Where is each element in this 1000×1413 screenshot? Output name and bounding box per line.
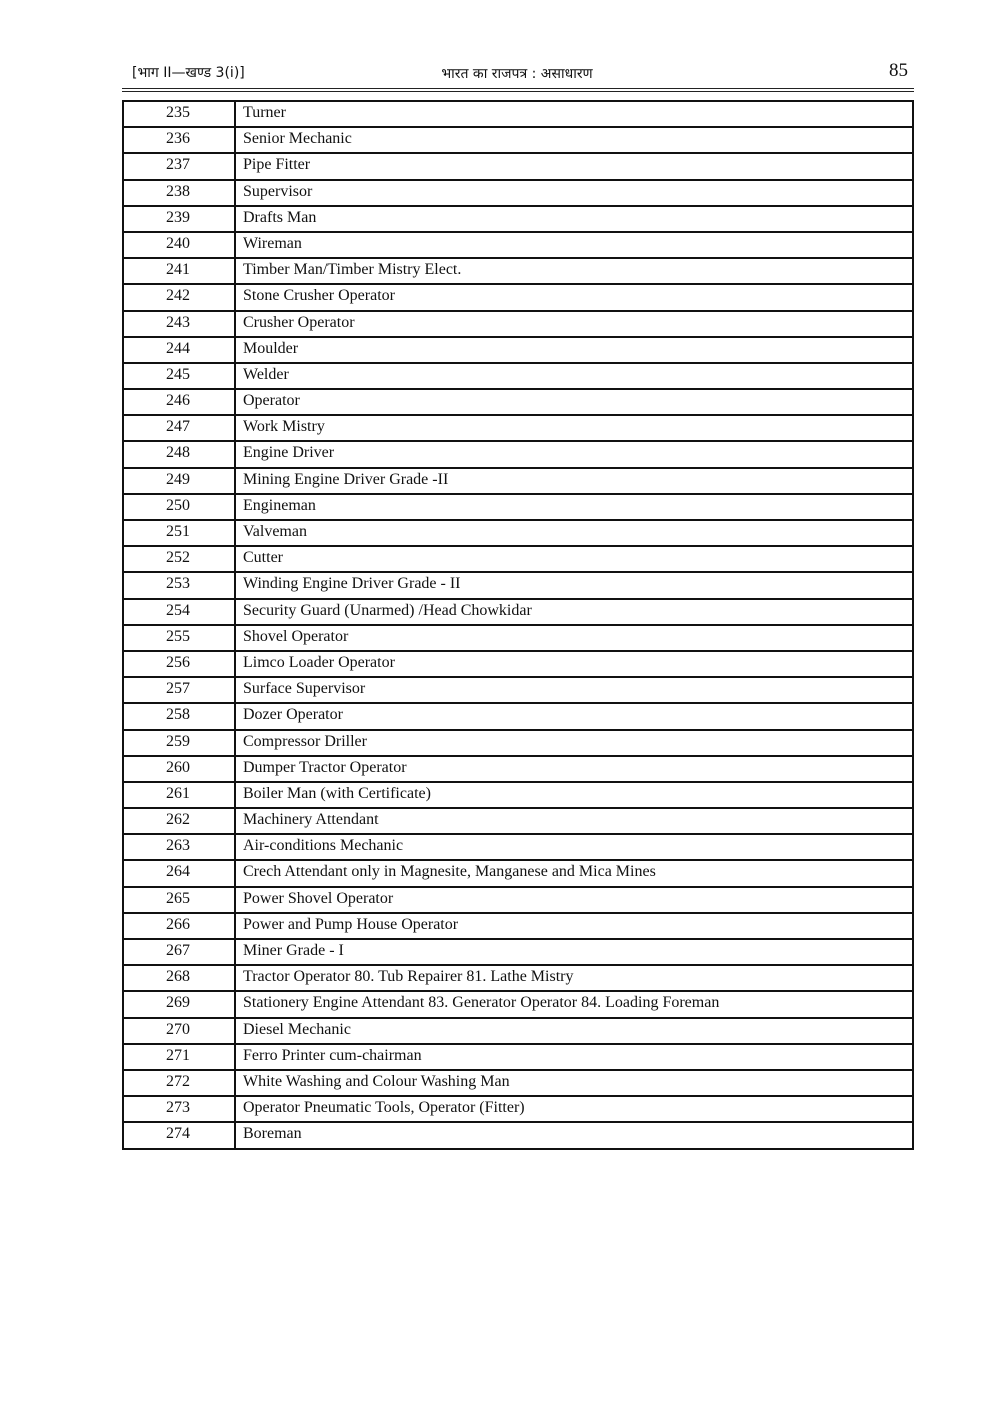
table-row (123, 284, 913, 310)
occupation-cell: Compressor Driller (235, 730, 913, 756)
table-row (123, 337, 913, 363)
serial-number-cell: 246 (123, 389, 235, 415)
serial-number-cell: 271 (123, 1044, 235, 1070)
occupation-cell: Mining Engine Driver Grade -II (235, 468, 913, 494)
serial-number-cell: 274 (123, 1122, 235, 1148)
occupation-cell: Pipe Fitter (235, 153, 913, 179)
page-header (122, 60, 912, 88)
serial-number-cell: 256 (123, 651, 235, 677)
table-row (123, 730, 913, 756)
table-row (123, 1096, 913, 1122)
occupation-cell: White Washing and Colour Washing Man (235, 1070, 913, 1096)
occupation-cell: Winding Engine Driver Grade - II (235, 572, 913, 598)
serial-number-cell: 236 (123, 127, 235, 153)
occupation-table (122, 100, 914, 1150)
serial-number-cell: 255 (123, 625, 235, 651)
serial-number-cell: 272 (123, 1070, 235, 1096)
occupation-cell: Cutter (235, 546, 913, 572)
table-row (123, 1070, 913, 1096)
table-row (123, 572, 913, 598)
serial-number-cell: 251 (123, 520, 235, 546)
table-row (123, 991, 913, 1017)
serial-number-cell: 248 (123, 441, 235, 467)
serial-number-cell: 237 (123, 153, 235, 179)
serial-number-cell: 268 (123, 965, 235, 991)
serial-number-cell: 244 (123, 337, 235, 363)
serial-number-cell: 260 (123, 756, 235, 782)
occupation-cell: Ferro Printer cum-chairman (235, 1044, 913, 1070)
serial-number-cell: 258 (123, 703, 235, 729)
serial-number-cell: 252 (123, 546, 235, 572)
occupation-cell: Security Guard (Unarmed) /Head Chowkidar (235, 599, 913, 625)
occupation-cell: Surface Supervisor (235, 677, 913, 703)
serial-number-cell: 261 (123, 782, 235, 808)
occupation-cell: Stationery Engine Attendant 83. Generator Operator 84. Loading Foreman (235, 991, 913, 1017)
occupation-cell: Operator (235, 389, 913, 415)
serial-number-cell: 257 (123, 677, 235, 703)
table-row (123, 913, 913, 939)
table-row (123, 965, 913, 991)
serial-number-cell: 266 (123, 913, 235, 939)
serial-number-cell: 273 (123, 1096, 235, 1122)
occupation-cell: Power Shovel Operator (235, 887, 913, 913)
table-row (123, 101, 913, 127)
table-row (123, 703, 913, 729)
serial-number-cell: 254 (123, 599, 235, 625)
occupation-cell: Valveman (235, 520, 913, 546)
occupation-cell: Turner (235, 101, 913, 127)
serial-number-cell: 263 (123, 834, 235, 860)
occupation-cell: Drafts Man (235, 206, 913, 232)
header-rule-bottom (122, 91, 914, 92)
table-row (123, 599, 913, 625)
occupation-table-body (123, 101, 913, 1149)
occupation-cell: Moulder (235, 337, 913, 363)
serial-number-cell: 249 (123, 468, 235, 494)
table-row (123, 546, 913, 572)
serial-number-cell: 241 (123, 258, 235, 284)
occupation-cell: Diesel Mechanic (235, 1018, 913, 1044)
serial-number-cell: 240 (123, 232, 235, 258)
table-row (123, 127, 913, 153)
table-row (123, 232, 913, 258)
table-row (123, 1044, 913, 1070)
table-row (123, 363, 913, 389)
occupation-cell: Operator Pneumatic Tools, Operator (Fitter) (235, 1096, 913, 1122)
table-row (123, 1018, 913, 1044)
occupation-cell: Machinery Attendant (235, 808, 913, 834)
serial-number-cell: 242 (123, 284, 235, 310)
occupation-cell: Power and Pump House Operator (235, 913, 913, 939)
table-row (123, 153, 913, 179)
table-row (123, 677, 913, 703)
occupation-cell: Work Mistry (235, 415, 913, 441)
occupation-cell: Timber Man/Timber Mistry Elect. (235, 258, 913, 284)
table-row (123, 1122, 913, 1148)
table-row (123, 206, 913, 232)
table-row (123, 520, 913, 546)
serial-number-cell: 265 (123, 887, 235, 913)
serial-number-cell: 270 (123, 1018, 235, 1044)
table-row (123, 311, 913, 337)
occupation-cell: Air-conditions Mechanic (235, 834, 913, 860)
table-row (123, 860, 913, 886)
occupation-cell: Dumper Tractor Operator (235, 756, 913, 782)
occupation-cell: Tractor Operator 80. Tub Repairer 81. Lathe Mistry (235, 965, 913, 991)
serial-number-cell: 269 (123, 991, 235, 1017)
occupation-cell: Boiler Man (with Certificate) (235, 782, 913, 808)
table-row (123, 415, 913, 441)
occupation-cell: Engine Driver (235, 441, 913, 467)
table-row (123, 834, 913, 860)
serial-number-cell: 259 (123, 730, 235, 756)
table-row (123, 782, 913, 808)
occupation-cell: Crusher Operator (235, 311, 913, 337)
serial-number-cell: 239 (123, 206, 235, 232)
serial-number-cell: 247 (123, 415, 235, 441)
serial-number-cell: 267 (123, 939, 235, 965)
serial-number-cell: 245 (123, 363, 235, 389)
page-number: 85 (889, 60, 908, 81)
serial-number-cell: 262 (123, 808, 235, 834)
table-row (123, 468, 913, 494)
serial-number-cell: 243 (123, 311, 235, 337)
table-row (123, 625, 913, 651)
occupation-cell: Engineman (235, 494, 913, 520)
occupation-cell: Senior Mechanic (235, 127, 913, 153)
table-row (123, 258, 913, 284)
serial-number-cell: 264 (123, 860, 235, 886)
table-row (123, 887, 913, 913)
serial-number-cell: 235 (123, 101, 235, 127)
header-rule-top (122, 88, 914, 89)
gazette-title: भारत का राजपत्र : असाधारण (441, 66, 593, 82)
table-row (123, 651, 913, 677)
serial-number-cell: 238 (123, 180, 235, 206)
occupation-cell: Supervisor (235, 180, 913, 206)
occupation-cell: Limco Loader Operator (235, 651, 913, 677)
occupation-cell: Dozer Operator (235, 703, 913, 729)
occupation-cell: Shovel Operator (235, 625, 913, 651)
occupation-cell: Boreman (235, 1122, 913, 1148)
table-row (123, 939, 913, 965)
occupation-cell: Wireman (235, 232, 913, 258)
occupation-cell: Miner Grade - I (235, 939, 913, 965)
serial-number-cell: 250 (123, 494, 235, 520)
occupation-cell: Welder (235, 363, 913, 389)
occupation-cell: Crech Attendant only in Magnesite, Manganese and Mica Mines (235, 860, 913, 886)
table-row (123, 756, 913, 782)
table-row (123, 389, 913, 415)
table-row (123, 180, 913, 206)
serial-number-cell: 253 (123, 572, 235, 598)
table-row (123, 441, 913, 467)
gazette-part-section: [भाग II—खण्ड 3(i)] (132, 65, 245, 81)
table-row (123, 494, 913, 520)
table-row (123, 808, 913, 834)
occupation-cell: Stone Crusher Operator (235, 284, 913, 310)
